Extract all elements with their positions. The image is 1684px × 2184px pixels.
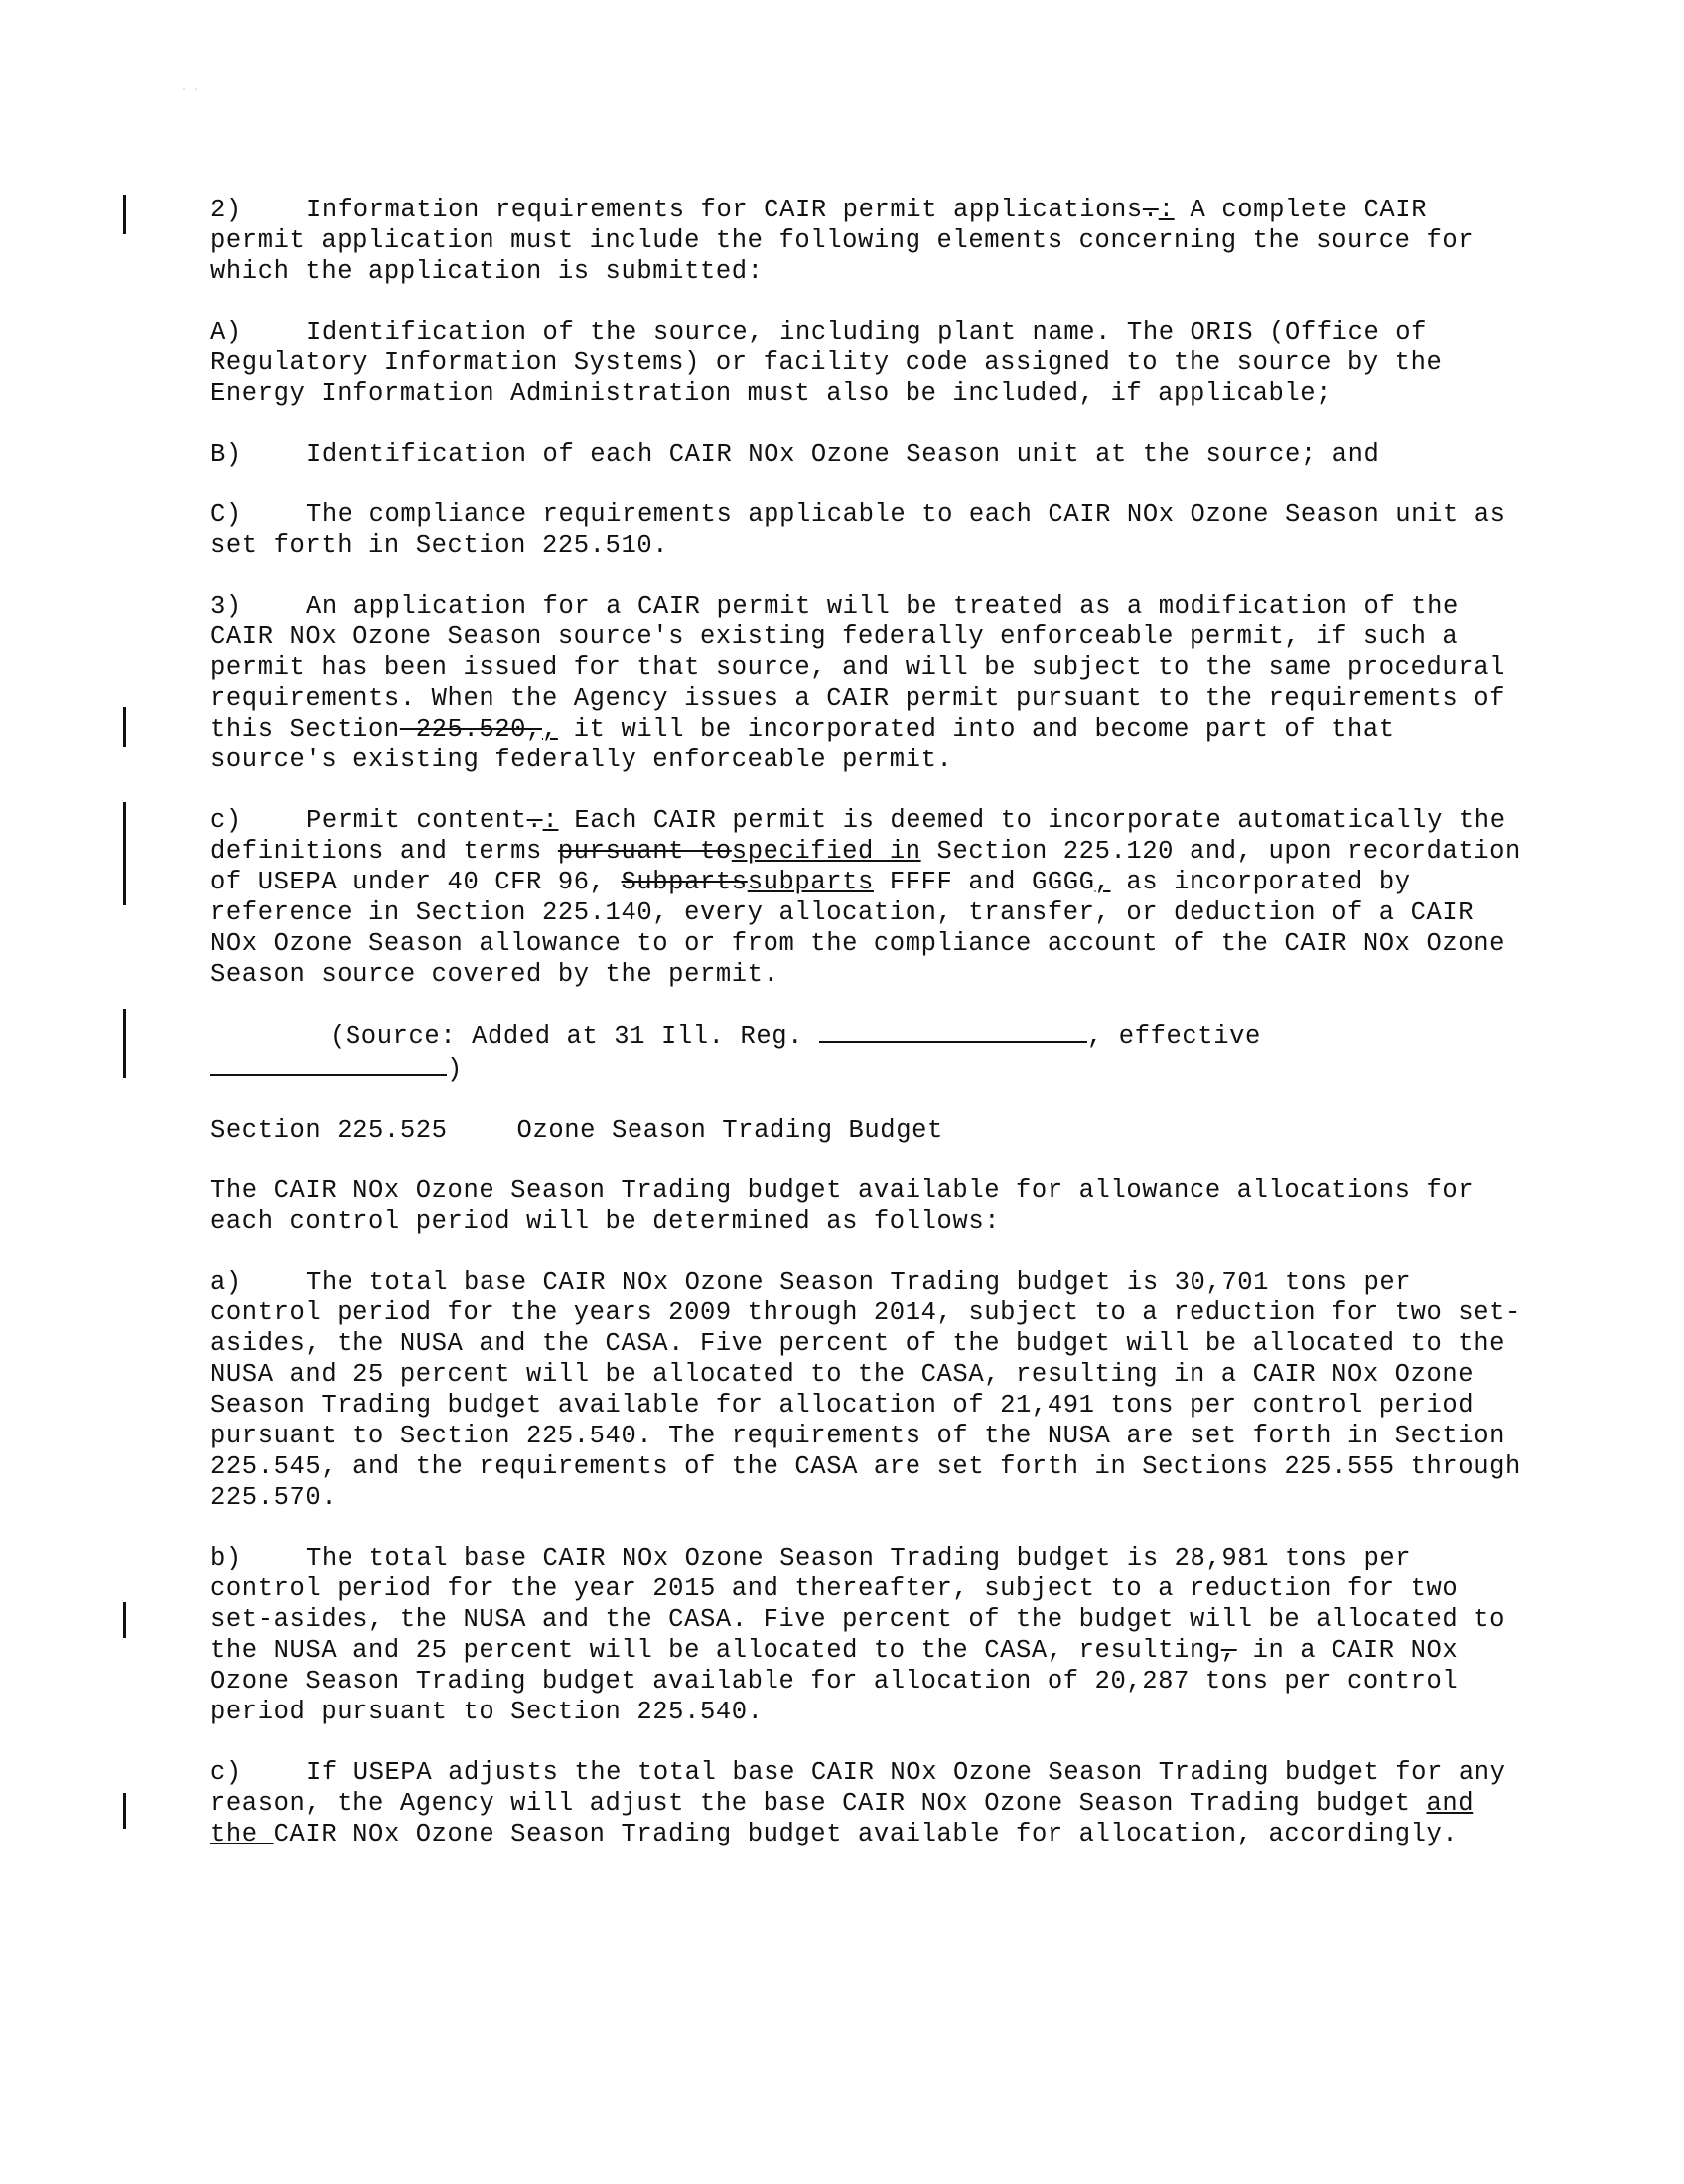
paragraph-c-adjustment [210,1757,1531,1849]
source-text: , effective [1086,1023,1261,1051]
paragraph-text: Each CAIR permit is deemed to incorporate automatically the definitions and terms [210,806,1506,866]
paragraph-text: in a CAIR NOx Ozone Season Trading budget available for allocation of 20,287 tons per control period pursuant to Section 225.540. [210,1636,1459,1726]
inserted-text: , [1094,868,1111,896]
intro-paragraph [210,1175,1531,1237]
inserted-text: and the [210,1789,1474,1848]
paragraph-text: CAIR NOx Ozone Season Trading budget available for allocation, accordingly. [273,1820,1459,1848]
paragraph-label: 2) [210,196,242,224]
paragraph-label: 3) [210,592,242,620]
paragraph-text: The total base CAIR NOx Ozone Season Trading budget is 30,701 tons per control period for the years 2009 through 2014, subject to a reduction for two set-asides, the NUSA and the CASA. Five percent of the budget will be allocated to the NUSA and 25 percent will be allocated to the CASA, resulting in a CAIR NOx Ozone Season Trading budget available for allocation of 21,491 tons per control period pursuant to Section 225.540. The requirements of the NUSA are set forth in Section 225.545, and the requirements of the CASA are set forth in Sections 225.555 through 225.570. [210,1268,1521,1512]
source-note [210,1020,1531,1085]
source-text: (Source: Added at 31 Ill. Reg. [330,1023,819,1051]
inserted-text: , [541,715,558,744]
deleted-text: . [526,806,543,835]
paragraph-a [210,1267,1531,1513]
inserted-text: : [542,806,559,835]
paragraph-A [210,317,1531,409]
inserted-text: subparts [747,868,874,896]
section-heading [210,1115,1531,1146]
paragraph-text: The total base CAIR NOx Ozone Season Trading budget is 28,981 tons per control period for the year 2015 and thereafter, subject to a reduction for two set-asides, the NUSA and the CASA. Five percent of the budget will be allocated to the NUSA and 25 percent will be allocated to the CASA, resulting [210,1544,1506,1665]
paragraph-text: Information requirements for CAIR permit applications [306,196,1143,224]
revision-bar [123,802,126,905]
paragraph-label: A) [210,318,242,346]
deleted-text: . [1142,196,1159,224]
paragraph-text: FFFF and GGGG [873,868,1095,896]
paragraph-text: it will be incorporated into and become part of that source's existing federally enforceable permit. [210,715,1395,774]
paragraph-text: An application for a CAIR permit will be treated as a modification of the CAIR NOx Ozone Season source's existing federally enforceable permit, if such a permit has been issued for that source, and will be subject to the same procedural requirements. When the Agency issues a CAIR permit pursuant to the requirements of this Section [210,592,1506,744]
deleted-text: pursuant to [557,837,732,866]
inserted-text: specified in [731,837,921,866]
inserted-text: : [1158,196,1175,224]
paragraph-B [210,439,1531,470]
section-number: Section 225.525 [210,1116,448,1145]
paragraph-label: a) [210,1268,242,1297]
scan-mark: . . [181,83,200,94]
revision-bar [123,1602,126,1638]
paragraph-b [210,1543,1531,1727]
blank-line [819,1020,1087,1043]
paragraph-text: Identification of each CAIR NOx Ozone Season unit at the source; and [306,440,1380,469]
paragraph-text: Identification of the source, including plant name. The ORIS (Office of Regulatory Information Systems) or facility code assigned to the source by the Energy Information Administration must also be included, if applicable; [210,318,1443,408]
paragraph-text: as incorporated by reference in Section 225.140, every allocation, transfer, or deduction of a CAIR NOx Ozone Season allowance to or from the compliance account of the CAIR NOx Ozone Season source covered by the permit. [210,868,1506,989]
revision-bar [123,1793,126,1829]
paragraph-label: c) [210,806,242,835]
paragraph-label: C) [210,500,242,529]
deleted-text: 225.520, [399,715,542,744]
document-page [210,195,1531,1879]
paragraph-3 [210,591,1531,775]
revision-bar [123,1009,126,1078]
paragraph-label: c) [210,1758,242,1787]
paragraph-c-permit-content [210,805,1531,990]
revision-bar [123,195,126,234]
paragraph-text: The CAIR NOx Ozone Season Trading budget available for allowance allocations for each control period will be determined as follows: [210,1176,1474,1236]
blank-line [210,1052,447,1076]
paragraph-label: b) [210,1544,242,1572]
paragraph-2 [210,195,1531,287]
paragraph-text: The compliance requirements applicable to each CAIR NOx Ozone Season unit as set forth in Section 225.510. [210,500,1506,560]
paragraph-text: If USEPA adjusts the total base CAIR NOx Ozone Season Trading budget for any reason, the Agency will adjust the base CAIR NOx Ozone Season Trading budget [210,1758,1506,1818]
section-title: Ozone Season Trading Budget [516,1116,943,1145]
paragraph-text: Section 225.120 and, upon recordation of USEPA under 40 CFR 96, [210,837,1521,896]
deleted-text: Subparts [621,868,748,896]
paragraph-label: B) [210,440,242,469]
paragraph-text: Permit content [306,806,527,835]
source-text: ) [447,1055,463,1084]
paragraph-C [210,499,1531,561]
deleted-text: , [1220,1636,1237,1665]
revision-bar [123,707,126,747]
paragraph-text: A complete CAIR permit application must include the following elements concerning the source for which the application is submitted: [210,196,1474,286]
